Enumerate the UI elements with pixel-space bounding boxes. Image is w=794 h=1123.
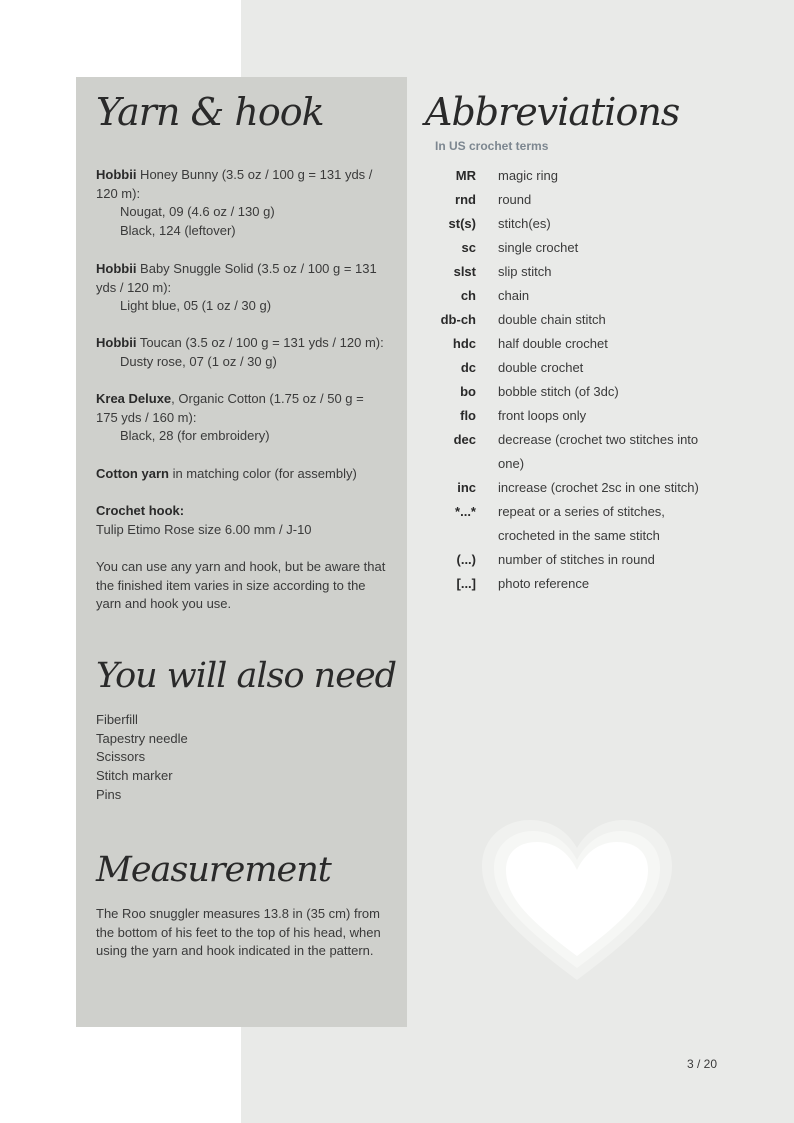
cotton-yarn-label: Cotton yarn — [96, 466, 169, 481]
list-item: Stitch marker — [96, 768, 173, 784]
cotton-yarn-text: in matching color (for assembly) — [168, 466, 357, 481]
yarn-entry — [96, 390, 386, 446]
abbreviation-term: hdc — [452, 336, 476, 351]
abbreviation-definition: front loops only — [498, 408, 587, 423]
abbreviation-definition: single crochet — [498, 240, 579, 255]
abbreviation-row — [427, 356, 717, 380]
yarn-note: You can use any yarn and hook, but be aware that the finished item varies in size according to the yarn and hook you use. — [96, 559, 386, 612]
abbreviation-term: rnd — [455, 192, 476, 207]
abbreviation-definition: increase (crochet 2sc in one stitch) — [498, 480, 699, 495]
abbreviation-definition: bobble stitch (of 3dc) — [498, 384, 619, 399]
abbreviations-heading: Abbreviations — [425, 90, 680, 134]
also-need-list — [96, 711, 188, 805]
abbreviation-term: bo — [460, 384, 476, 399]
abbreviation-term: dc — [460, 360, 476, 375]
abbreviation-term: dec — [453, 432, 476, 447]
abbreviation-definition: chain — [498, 288, 530, 303]
abbreviation-row — [427, 548, 717, 572]
abbreviation-definition: double crochet — [498, 360, 584, 375]
list-item: Scissors — [96, 749, 146, 765]
abbreviation-term: [...] — [456, 576, 476, 591]
abbreviations-subtitle: In US crochet terms — [435, 139, 549, 153]
yarn-brand: Hobbii — [96, 335, 137, 350]
yarn-entry — [96, 166, 386, 241]
abbreviation-row — [427, 212, 717, 236]
cotton-yarn-line — [96, 465, 386, 484]
abbreviation-row — [427, 260, 717, 284]
also-need-heading: You will also need — [96, 656, 397, 696]
abbreviation-term: sc — [461, 240, 476, 255]
abbreviation-term: db-ch — [440, 312, 476, 327]
yarn-color: Nougat, 09 (4.6 oz / 130 g) — [120, 204, 275, 220]
yarn-entry — [96, 260, 386, 316]
abbreviation-definition: magic ring — [498, 168, 558, 183]
crochet-hook-label: Crochet hook: — [96, 503, 185, 518]
list-item: Tapestry needle — [96, 730, 188, 746]
abbreviation-term: flo — [460, 408, 476, 423]
abbreviation-term: (...) — [456, 552, 476, 567]
yarn-desc: Honey Bunny (3.5 oz / 100 g = 131 yds / 120 m): — [96, 167, 373, 201]
abbreviation-row — [427, 332, 717, 356]
abbreviation-definition: number of stitches in round — [498, 552, 655, 567]
abbreviation-row — [427, 476, 717, 500]
abbreviation-definition: double chain stitch — [498, 312, 606, 327]
abbreviation-row — [427, 572, 717, 596]
abbreviation-term: st(s) — [448, 216, 476, 231]
yarn-color: Dusty rose, 07 (1 oz / 30 g) — [120, 353, 277, 369]
list-item: Pins — [96, 786, 122, 802]
list-item: Fiberfill — [96, 712, 138, 727]
crochet-hook-value: Tulip Etimo Rose size 6.00 mm / J-10 — [96, 521, 312, 537]
abbreviations-table — [427, 164, 717, 596]
abbreviation-definition: half double crochet — [498, 336, 608, 351]
abbreviation-row — [427, 500, 717, 548]
measurement-text: The Roo snuggler measures 13.8 in (35 cm) from the bottom of his feet to the top of his head, when using the yarn and hook indicated in the pattern. — [96, 906, 381, 959]
abbreviation-row — [427, 236, 717, 260]
heart-icon — [480, 818, 674, 986]
yarn-color: Light blue, 05 (1 oz / 30 g) — [120, 298, 272, 314]
abbreviation-definition: repeat or a series of stitches, crocheted in the same stitch — [498, 504, 665, 543]
abbreviation-definition: round — [498, 192, 532, 207]
yarn-desc: Baby Snuggle Solid (3.5 oz / 100 g = 131 yds / 120 m): — [96, 261, 377, 295]
abbreviation-row — [427, 428, 717, 476]
abbreviation-definition: slip stitch — [498, 264, 552, 279]
abbreviation-term: slst — [453, 264, 476, 279]
yarn-brand: Krea Deluxe — [96, 391, 172, 406]
abbreviation-term: *...* — [455, 504, 476, 519]
abbreviation-term: ch — [460, 288, 476, 303]
yarn-color: Black, 28 (for embroidery) — [120, 428, 270, 444]
abbreviation-row — [427, 284, 717, 308]
abbreviation-definition: stitch(es) — [498, 216, 551, 231]
abbreviation-term: MR — [455, 168, 476, 183]
abbreviation-definition: decrease (crochet two stitches into one) — [498, 432, 699, 471]
abbreviation-definition: photo reference — [498, 576, 590, 591]
measurement-heading: Measurement — [96, 850, 331, 890]
abbreviation-row — [427, 404, 717, 428]
yarn-hook-heading: Yarn & hook — [96, 90, 324, 134]
yarn-desc: , Organic Cotton (1.75 oz / 50 g = 175 yds / 160 m): — [96, 391, 364, 425]
yarn-color: Black, 124 (leftover) — [120, 223, 236, 239]
yarn-brand: Hobbii — [96, 167, 137, 182]
abbreviation-row — [427, 380, 717, 404]
yarn-entry — [96, 334, 386, 371]
abbreviation-row — [427, 308, 717, 332]
abbreviation-row — [427, 164, 717, 188]
crochet-hook-block — [96, 502, 386, 539]
page-number: 3 / 20 — [687, 1057, 718, 1071]
abbreviation-row — [427, 188, 717, 212]
yarn-desc: Toucan (3.5 oz / 100 g = 131 yds / 120 m): — [136, 335, 384, 350]
abbreviation-term: inc — [457, 480, 476, 495]
yarn-brand: Hobbii — [96, 261, 137, 276]
